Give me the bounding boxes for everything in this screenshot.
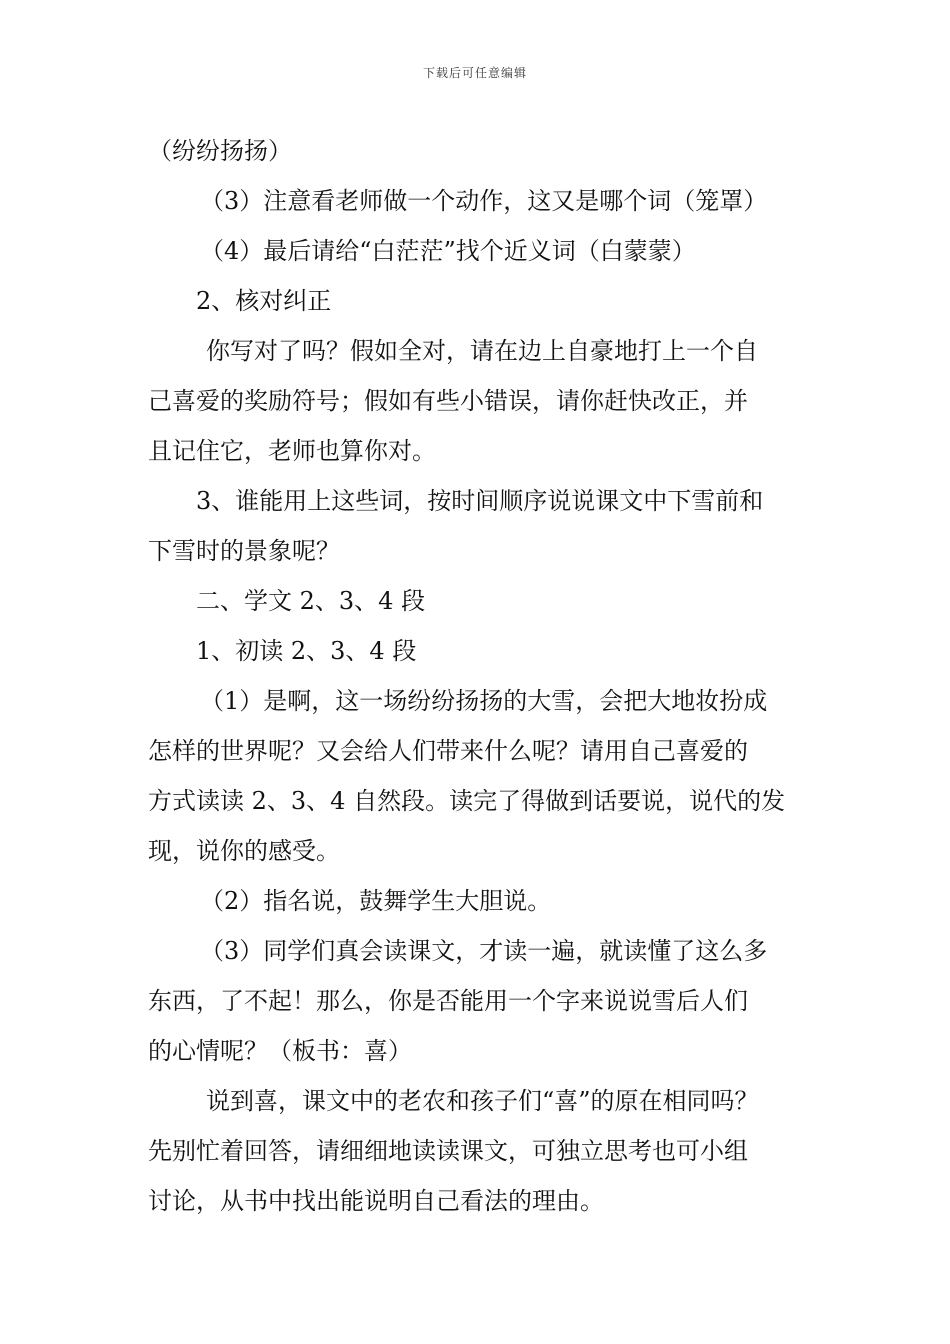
text-line: 先别忙着回答，请细细地读读课文，可独立思考也可小组 bbox=[148, 1137, 748, 1165]
text-line: 3、谁能用上这些词，按时间顺序说说课文中下雪前和 bbox=[196, 487, 764, 515]
text-line: 下雪时的景象呢？ bbox=[148, 537, 340, 565]
text-line: 的心情呢？（板书：喜） bbox=[148, 1037, 412, 1065]
text-line: 你写对了吗？假如全对，请在边上自豪地打上一个自 bbox=[206, 337, 758, 365]
text-line: 且记住它，老师也算你对。 bbox=[148, 437, 436, 465]
text-line: （2）指名说，鼓舞学生大胆说。 bbox=[200, 887, 552, 915]
text-line: 东西，了不起！那么，你是否能用一个字来说说雪后人们 bbox=[148, 987, 748, 1015]
document-body bbox=[148, 126, 808, 1226]
text-line: （1）是啊，这一场纷纷扬扬的大雪，会把大地妆扮成 bbox=[200, 687, 768, 715]
text-line: 1、初读 2、3、4 段 bbox=[196, 637, 417, 665]
text-line: （4）最后请给“白茫茫”找个近义词（白蒙蒙） bbox=[200, 237, 696, 265]
text-line: 二、学文 2、3、4 段 bbox=[196, 587, 426, 615]
text-line: 怎样的世界呢？又会给人们带来什么呢？请用自己喜爱的 bbox=[148, 737, 748, 765]
text-line: 讨论，从书中找出能说明自己看法的理由。 bbox=[148, 1187, 604, 1215]
text-line: 现，说你的感受。 bbox=[148, 837, 340, 865]
text-line: （纷纷扬扬） bbox=[148, 137, 292, 165]
page-header: 下载后可任意编辑 bbox=[422, 66, 527, 80]
text-line: 己喜爱的奖励符号；假如有些小错误，请你赶快改正，并 bbox=[148, 387, 748, 415]
text-line: 2、核对纠正 bbox=[196, 287, 332, 315]
text-line: （3）注意看老师做一个动作，这又是哪个词（笼罩） bbox=[200, 187, 768, 215]
text-line: （3）同学们真会读课文，才读一遍，就读懂了这么多 bbox=[200, 937, 768, 965]
text-line: 方式读读 2、3、4 自然段。读完了得做到话要说，说代的发 bbox=[148, 787, 786, 815]
text-line: 说到喜，课文中的老农和孩子们“喜”的原在相同吗？ bbox=[206, 1087, 759, 1115]
